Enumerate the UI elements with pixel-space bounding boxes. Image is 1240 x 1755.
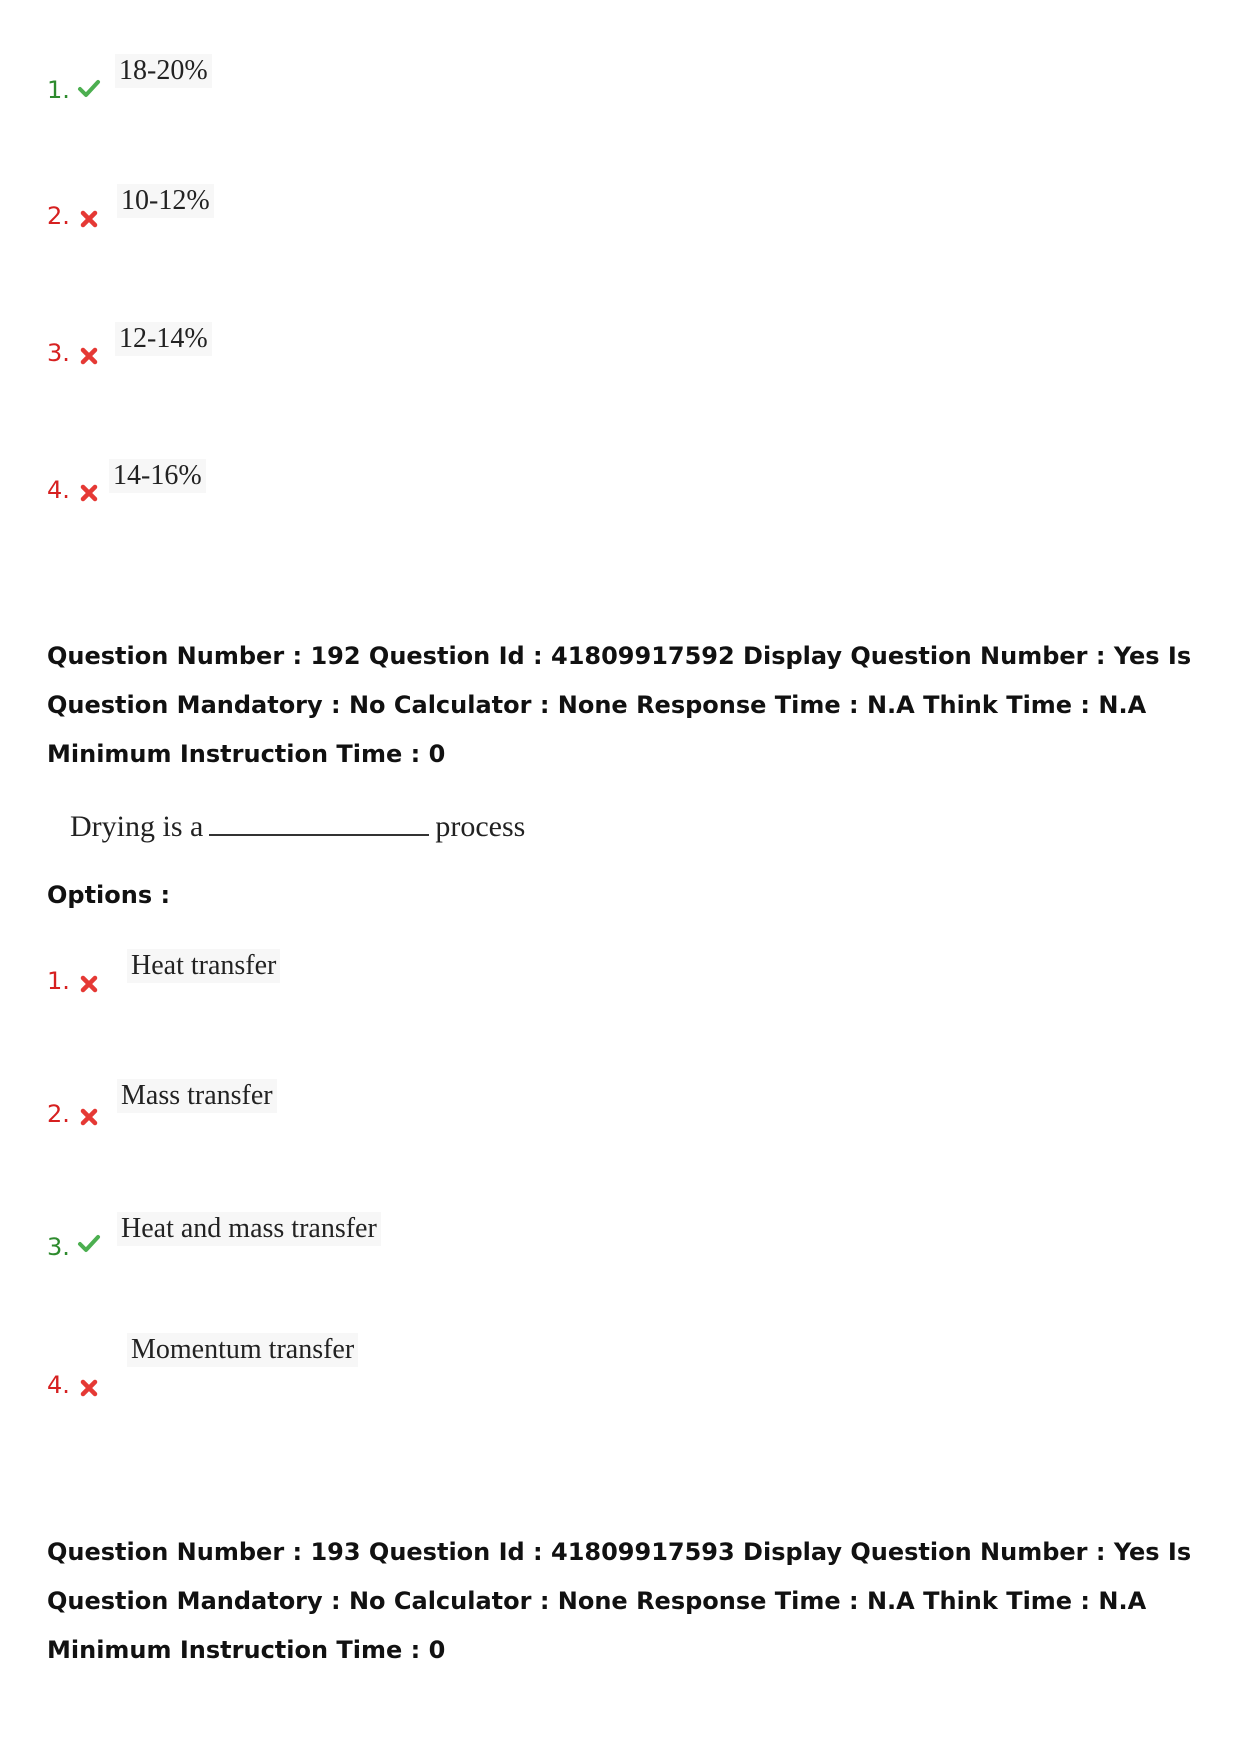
option-number: 1. <box>47 76 70 104</box>
question-text <box>70 808 525 846</box>
option-number: 4. <box>47 476 70 504</box>
options-label: Options : <box>47 881 171 909</box>
option-number: 4. <box>47 1371 70 1399</box>
option-text: Heat transfer <box>127 949 280 983</box>
question-meta: Question Number : 192 Question Id : 41809917592 Display Question Number : Yes Is Question Mandatory : No Calculator : None Response Time : N.A Think Time : N.A Minimum Instruction Time : 0 <box>47 642 1192 768</box>
option-text: Momentum transfer <box>127 1333 358 1367</box>
option-number: 2. <box>47 202 70 230</box>
option-number: 3. <box>47 1233 70 1261</box>
check-mark-icon <box>77 76 101 100</box>
blank-line <box>209 810 429 836</box>
question-text-before: Drying is a <box>70 810 204 843</box>
cross-mark-icon <box>77 1376 101 1400</box>
option-text: Mass transfer <box>117 1079 277 1113</box>
option-number: 2. <box>47 1100 70 1128</box>
cross-mark-icon <box>77 1105 101 1129</box>
option-text: 14-16% <box>109 459 206 493</box>
option-number: 1. <box>47 967 70 995</box>
cross-mark-icon <box>77 344 101 368</box>
cross-mark-icon <box>77 972 101 996</box>
check-mark-icon <box>77 1231 101 1255</box>
option-text: Heat and mass transfer <box>117 1212 381 1246</box>
option-text: 10-12% <box>117 184 214 218</box>
option-text: 12-14% <box>115 322 212 356</box>
question-text-after: process <box>435 810 526 843</box>
option-number: 3. <box>47 339 70 367</box>
option-text: 18-20% <box>115 54 212 88</box>
cross-mark-icon <box>77 207 101 231</box>
question-meta: Question Number : 193 Question Id : 41809917593 Display Question Number : Yes Is Question Mandatory : No Calculator : None Response Time : N.A Think Time : N.A Minimum Instruction Time : 0 <box>47 1538 1192 1664</box>
cross-mark-icon <box>77 481 101 505</box>
